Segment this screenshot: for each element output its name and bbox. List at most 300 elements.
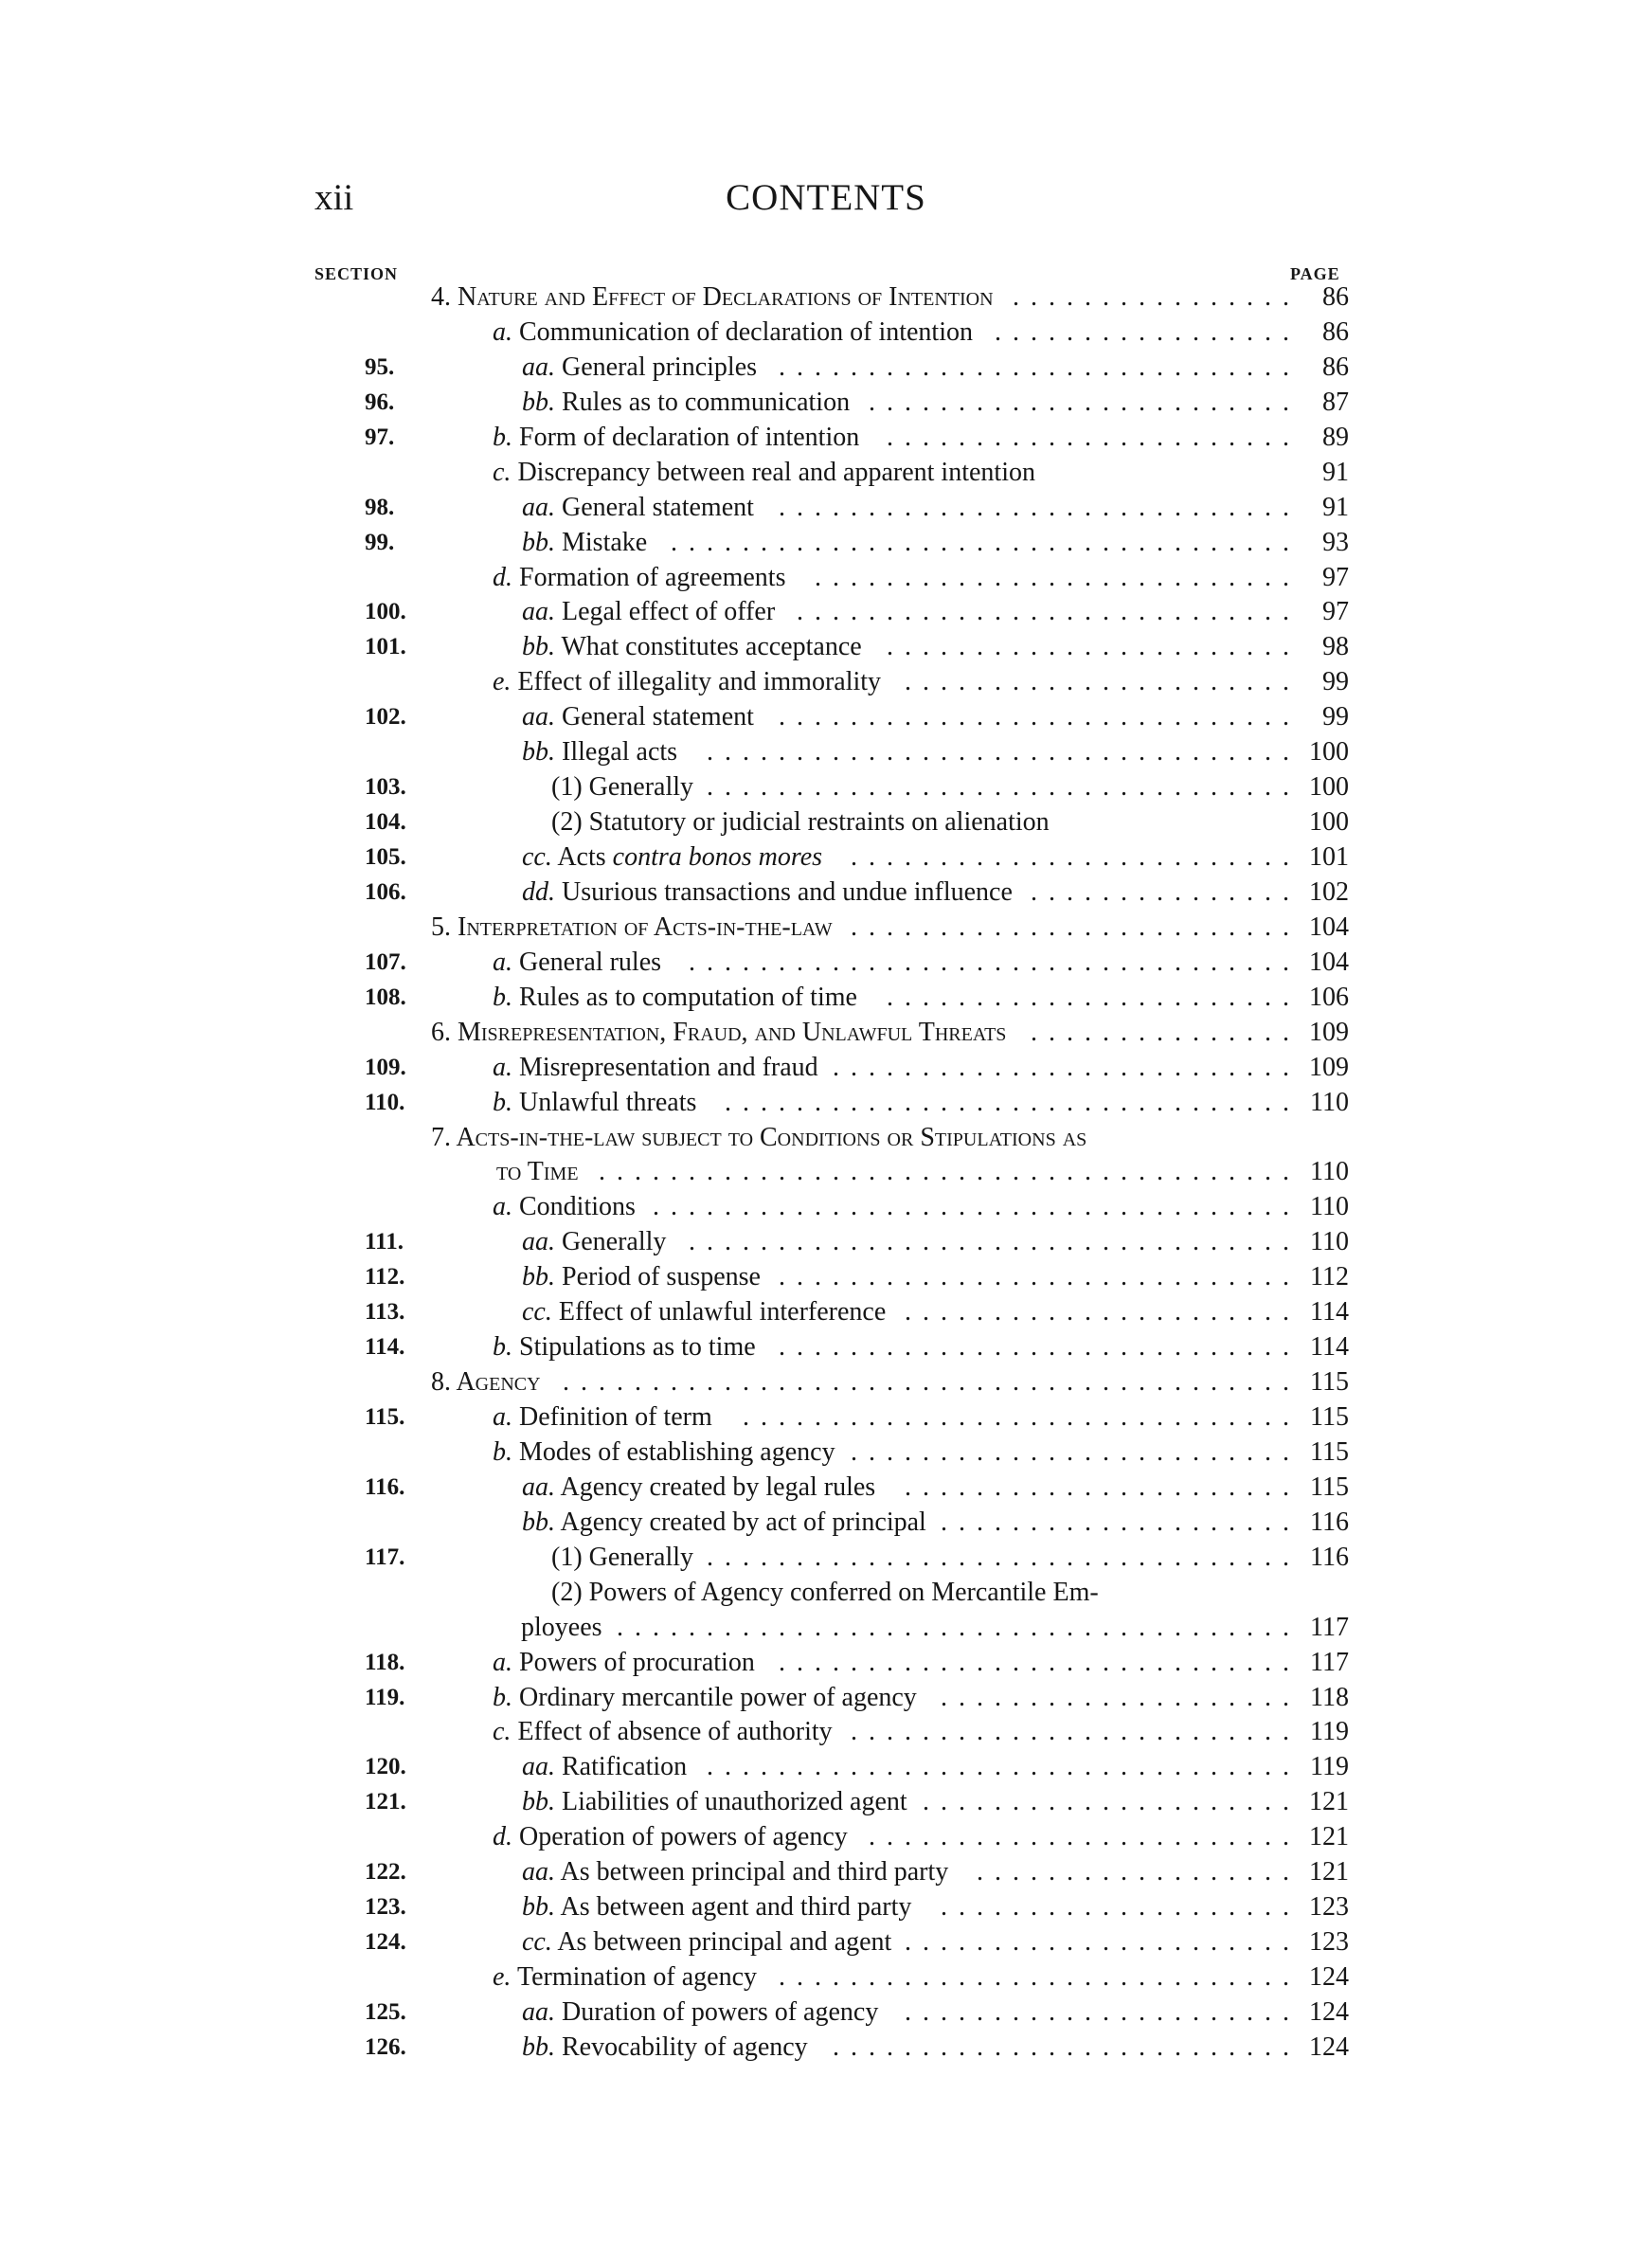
- entry-title: 4. Nature and Effect of Declarations of Intention: [431, 282, 994, 312]
- toc-entry: [493, 946, 661, 981]
- entry-label: aa.: [522, 492, 555, 522]
- section-number: 121.: [365, 1789, 406, 1815]
- leader-dots: .............................: [779, 702, 1301, 732]
- toc-row: [0, 665, 1652, 700]
- section-number: 126.: [365, 2033, 406, 2060]
- entry-label: bb.: [522, 1262, 555, 1292]
- page-number: 118: [1310, 1682, 1349, 1712]
- leader-dots: .........................: [851, 912, 1301, 942]
- page-number: 116: [1310, 1507, 1349, 1537]
- entry-title: 5. Interpretation of Acts-in-the-law: [431, 912, 833, 942]
- entry-title: (1) Generally: [551, 1542, 694, 1572]
- page-number: 109: [1309, 1017, 1349, 1047]
- entry-label: a.: [493, 1402, 512, 1432]
- leader-dots: ..........................: [833, 1052, 1301, 1082]
- entry-label: aa.: [522, 1472, 555, 1502]
- leader-dots: .................................: [707, 737, 1301, 767]
- page-number: 115: [1310, 1472, 1349, 1502]
- toc-row: [0, 1121, 1652, 1156]
- entry-label: a.: [493, 1192, 512, 1222]
- section-number: 98.: [365, 494, 395, 520]
- page-number: 104: [1309, 947, 1349, 977]
- toc-row: [0, 1051, 1652, 1086]
- entry-title: General rules: [519, 947, 662, 977]
- section-number: 97.: [365, 424, 395, 450]
- entry-title: General statement: [562, 702, 754, 732]
- toc-entry: [522, 1855, 948, 1890]
- toc-row: [0, 1471, 1652, 1506]
- toc-row: [0, 770, 1652, 805]
- page-number: 110: [1310, 1192, 1349, 1222]
- page-number: 110: [1310, 1087, 1349, 1117]
- page-number: 98: [1322, 632, 1349, 662]
- page-number: 115: [1310, 1367, 1349, 1398]
- entry-title: Form of declaration of intention: [519, 422, 860, 452]
- entry-title: Modes of establishing agency: [519, 1436, 835, 1467]
- toc-entry: [522, 1506, 926, 1541]
- section-number: 117.: [365, 1544, 405, 1570]
- toc-entry: [493, 1715, 833, 1750]
- toc-entry: [493, 316, 973, 351]
- entry-label: b.: [493, 1332, 512, 1363]
- entry-title: ployees: [521, 1612, 602, 1642]
- entry-label: cc.: [522, 842, 552, 872]
- page-number: 87: [1322, 387, 1349, 417]
- leader-dots: ................................: [725, 1087, 1301, 1117]
- page-number: 100: [1309, 737, 1349, 767]
- entry-label: a.: [493, 1052, 512, 1082]
- toc-entry: [493, 1820, 848, 1855]
- entry-label: b.: [493, 982, 512, 1012]
- leader-dots: ........................: [869, 1822, 1301, 1852]
- leader-dots: .................................: [707, 1752, 1301, 1782]
- section-number: 100.: [365, 599, 406, 625]
- section-number: 108.: [365, 984, 406, 1010]
- entry-label: aa.: [522, 702, 555, 732]
- toc-row: [0, 1750, 1652, 1785]
- toc-entry: [522, 595, 775, 630]
- toc-entry: [493, 1435, 835, 1471]
- toc-row: [0, 1611, 1652, 1646]
- toc-row: [0, 456, 1652, 491]
- leader-dots: .............................: [779, 1962, 1301, 1992]
- toc-row: [0, 1960, 1652, 1995]
- entry-label: bb.: [522, 527, 555, 557]
- entry-label: cc.: [522, 1297, 552, 1327]
- leader-dots: ............................: [797, 597, 1301, 627]
- page-number: 91: [1322, 492, 1349, 522]
- entry-label: a.: [493, 316, 512, 347]
- toc-row: [0, 876, 1652, 911]
- leader-dots: .........................: [851, 1436, 1301, 1467]
- toc-entry: [522, 2031, 808, 2066]
- page-number: 86: [1322, 282, 1349, 312]
- page-number: 124: [1309, 2031, 1349, 2062]
- toc-entry: [521, 1611, 602, 1646]
- entry-label: bb.: [522, 632, 555, 662]
- entry-title: Illegal acts: [562, 737, 678, 767]
- leader-dots: ...............................: [743, 1402, 1301, 1432]
- entry-label: aa.: [522, 1857, 555, 1887]
- toc-row: [0, 981, 1652, 1016]
- leader-dots: .................................: [707, 1542, 1301, 1572]
- entry-label: bb.: [522, 1507, 555, 1537]
- page-number: 121: [1309, 1822, 1349, 1852]
- toc-entry: [493, 456, 1035, 491]
- entry-title: Termination of agency: [516, 1962, 757, 1992]
- entry-label: b.: [493, 1682, 512, 1712]
- toc-entry: [522, 491, 754, 526]
- toc-entry: [493, 1330, 756, 1365]
- toc-row: [0, 1400, 1652, 1435]
- entry-label: aa.: [522, 1227, 555, 1257]
- entry-title: As between agent and third party: [560, 1892, 912, 1923]
- page-number: 100: [1309, 807, 1349, 838]
- section-number: 123.: [365, 1894, 406, 1921]
- entry-label: d.: [493, 562, 512, 592]
- section-number: 120.: [365, 1754, 406, 1780]
- toc-entry: [551, 770, 693, 805]
- page-number: 117: [1310, 1612, 1349, 1642]
- entry-title: Agency created by act of principal: [560, 1507, 926, 1537]
- toc-row: [0, 1715, 1652, 1750]
- page-number: 110: [1310, 1157, 1349, 1187]
- page-number: 97: [1322, 597, 1349, 627]
- toc-entry: [522, 700, 754, 735]
- toc-row: [0, 280, 1652, 316]
- toc-row: [0, 351, 1652, 386]
- entry-label: bb.: [522, 1892, 555, 1923]
- entry-title: 6. Misrepresentation, Fraud, and Unlawful Threats: [431, 1017, 1007, 1047]
- toc-entry: [522, 840, 822, 876]
- page-number: 117: [1310, 1647, 1349, 1677]
- toc-entry: [493, 1051, 818, 1086]
- leader-dots: .........................................: [563, 1367, 1301, 1398]
- section-number: 115.: [365, 1404, 405, 1430]
- toc-entry: [493, 1400, 712, 1435]
- entry-title: Effect of unlawful interference: [558, 1297, 887, 1327]
- entry-title: Effect of illegality and immorality: [517, 667, 882, 697]
- entry-title: to Time: [496, 1157, 579, 1187]
- section-number: 104.: [365, 809, 406, 836]
- page-number: 115: [1310, 1436, 1349, 1467]
- toc-entry: [493, 665, 881, 700]
- section-number: 99.: [365, 529, 395, 555]
- section-number: 109.: [365, 1054, 406, 1080]
- toc-row: [0, 1330, 1652, 1365]
- leader-dots: ..................................: [689, 1227, 1301, 1257]
- entry-title: Liabilities of unauthorized agent: [562, 1787, 907, 1817]
- toc-row: [0, 1435, 1652, 1471]
- entry-title: As between principal and agent: [557, 1927, 892, 1958]
- toc-row: [0, 421, 1652, 456]
- section-number: 119.: [365, 1684, 405, 1710]
- entry-label: c.: [493, 1717, 512, 1747]
- toc-entry: [431, 1121, 1086, 1156]
- leader-dots: ....................: [941, 1507, 1301, 1537]
- entry-label: d.: [493, 1822, 512, 1852]
- entry-title: Rules as to communication: [562, 387, 851, 417]
- toc-row: [0, 1086, 1652, 1121]
- page-number: 104: [1309, 912, 1349, 942]
- entry-title: Rules as to computation of time: [519, 982, 857, 1012]
- entry-title: Agency created by legal rules: [560, 1472, 876, 1502]
- toc-entry: [522, 1260, 761, 1295]
- entry-label: bb.: [522, 387, 555, 417]
- entry-label: b.: [493, 1436, 512, 1467]
- page-number: 123: [1309, 1892, 1349, 1923]
- leader-dots: .......................................: [599, 1157, 1301, 1187]
- entry-label: c.: [493, 457, 512, 487]
- entry-title: Duration of powers of agency: [562, 1996, 879, 2027]
- toc-row: [0, 1155, 1652, 1190]
- toc-entry: [551, 805, 1050, 840]
- leader-dots: .............................: [779, 1647, 1301, 1677]
- entry-label: aa.: [522, 597, 555, 627]
- toc-row: [0, 1190, 1652, 1225]
- page-number: 99: [1322, 702, 1349, 732]
- toc-entry: [493, 561, 785, 596]
- entry-latin-phrase: contra bonos mores: [612, 842, 823, 872]
- entry-title: 7. Acts-in-the-law subject to Conditions or Stipulations as: [431, 1122, 1087, 1152]
- toc-entry: [522, 1890, 911, 1925]
- toc-row: [0, 1016, 1652, 1051]
- leader-dots: .....................: [923, 1787, 1301, 1817]
- toc-row: [0, 1506, 1652, 1541]
- entry-title: Misrepresentation and fraud: [519, 1052, 818, 1082]
- entry-title: Formation of agreements: [519, 562, 786, 592]
- page-number: 102: [1309, 876, 1349, 907]
- toc-row: [0, 2031, 1652, 2066]
- page-number: 86: [1322, 352, 1349, 382]
- page-number: 86: [1322, 316, 1349, 347]
- toc-entry: [522, 1295, 886, 1330]
- toc-entry: [522, 1785, 907, 1820]
- page-number: 100: [1309, 772, 1349, 803]
- page-number: 123: [1309, 1927, 1349, 1958]
- toc-row: [0, 1995, 1652, 2031]
- entry-label: cc.: [522, 1927, 552, 1958]
- leader-dots: .......................: [887, 982, 1301, 1012]
- toc-entry: [431, 911, 833, 946]
- toc-entry: [551, 1541, 693, 1576]
- section-number: 107.: [365, 948, 406, 975]
- section-number: 113.: [365, 1299, 405, 1326]
- entry-label: e.: [493, 667, 512, 697]
- page-number: 119: [1310, 1717, 1349, 1747]
- toc-entry: [522, 1925, 891, 1960]
- toc-entry: [522, 1995, 878, 2031]
- toc-row: [0, 595, 1652, 630]
- leader-dots: .............................: [779, 492, 1301, 522]
- entry-title: Definition of term: [519, 1402, 712, 1432]
- entry-title: Usurious transactions and undue influence: [562, 876, 1013, 907]
- toc-row: [0, 1225, 1652, 1260]
- page-number: 124: [1309, 1996, 1349, 2027]
- toc-entry: [431, 1365, 541, 1400]
- page-column-heading: PAGE: [1290, 264, 1340, 283]
- entry-title: Operation of powers of agency: [519, 1822, 848, 1852]
- page-number: 116: [1310, 1542, 1349, 1572]
- toc-entry: [493, 981, 857, 1016]
- section-number: 124.: [365, 1929, 406, 1956]
- section-number: 112.: [365, 1264, 405, 1291]
- entry-title: Period of suspense: [562, 1262, 761, 1292]
- toc-entry: [522, 630, 862, 665]
- leader-dots: ......................: [905, 1472, 1301, 1502]
- leader-dots: ..........................: [833, 2031, 1301, 2062]
- entry-title: 8. Agency: [431, 1367, 541, 1398]
- page-number: 97: [1322, 562, 1349, 592]
- toc-entry: [431, 1016, 1006, 1051]
- page-number: 114: [1310, 1297, 1349, 1327]
- toc-entry: [431, 280, 994, 316]
- leader-dots: ...................................: [671, 527, 1301, 557]
- toc-row: [0, 735, 1652, 770]
- page-title: CONTENTS: [726, 177, 926, 218]
- entry-label: bb.: [522, 737, 555, 767]
- contents-list: [0, 280, 1652, 2066]
- leader-dots: .............................: [779, 1332, 1301, 1363]
- toc-entry: [522, 351, 757, 386]
- section-number: 114.: [365, 1334, 405, 1361]
- section-number: 118.: [365, 1649, 405, 1675]
- leader-dots: .............................: [779, 352, 1301, 382]
- toc-row: [0, 805, 1652, 840]
- section-number: 106.: [365, 878, 406, 905]
- entry-title: Mistake: [562, 527, 648, 557]
- entry-title: Ratification: [562, 1752, 688, 1782]
- toc-row: [0, 1646, 1652, 1681]
- toc-row: [0, 561, 1652, 596]
- toc-entry: [551, 1576, 1099, 1611]
- toc-entry: [522, 1225, 666, 1260]
- toc-entry: [493, 1960, 757, 1995]
- page-number: 121: [1309, 1857, 1349, 1887]
- entry-title: As between principal and third party: [560, 1857, 949, 1887]
- page-number: 99: [1322, 667, 1349, 697]
- leader-dots: ................: [1013, 282, 1301, 312]
- toc-row: [0, 526, 1652, 561]
- leader-dots: .................: [995, 316, 1301, 347]
- toc-entry: [493, 1086, 696, 1121]
- leader-dots: ...............: [1031, 876, 1301, 907]
- leader-dots: ..................: [977, 1857, 1301, 1887]
- entry-title: Revocability of agency: [562, 2031, 808, 2062]
- toc-row: [0, 491, 1652, 526]
- section-number: 105.: [365, 844, 406, 870]
- entry-label: e.: [493, 1962, 512, 1992]
- leader-dots: ......................: [905, 1927, 1301, 1958]
- section-number: 110.: [365, 1089, 405, 1115]
- toc-entry: [493, 1190, 636, 1225]
- section-number: 125.: [365, 1998, 406, 2025]
- entry-label: dd.: [522, 876, 555, 907]
- page-number: 101: [1309, 842, 1349, 872]
- toc-entry: [522, 735, 677, 770]
- entry-title: Stipulations as to time: [519, 1332, 756, 1363]
- entry-title: Acts: [557, 842, 606, 872]
- toc-row: [0, 1681, 1652, 1716]
- entry-label: aa.: [522, 1752, 555, 1782]
- entry-title: Discrepancy between real and apparent intention: [517, 457, 1035, 487]
- section-number: 95.: [365, 353, 395, 380]
- entry-title: General principles: [562, 352, 758, 382]
- toc-entry: [522, 1471, 875, 1506]
- toc-entry: [493, 421, 859, 456]
- leader-dots: ......................: [905, 667, 1301, 697]
- leader-dots: ......................: [905, 1996, 1301, 2027]
- toc-row: [0, 700, 1652, 735]
- entry-label: b.: [493, 1087, 512, 1117]
- toc-entry: [522, 876, 1013, 911]
- section-column-heading: SECTION: [314, 264, 399, 283]
- page-number: 109: [1309, 1052, 1349, 1082]
- entry-title: General statement: [562, 492, 754, 522]
- leader-dots: ..................................: [689, 947, 1301, 977]
- toc-entry: [493, 1681, 917, 1716]
- entry-title: (2) Powers of Agency conferred on Mercantile Em-: [551, 1577, 1099, 1607]
- entry-title: Generally: [562, 1227, 667, 1257]
- section-number: 116.: [365, 1473, 405, 1500]
- toc-row: [0, 840, 1652, 876]
- toc-row: [0, 1541, 1652, 1576]
- toc-row: [0, 316, 1652, 351]
- leader-dots: ...............: [1031, 1017, 1301, 1047]
- page-number: 121: [1309, 1787, 1349, 1817]
- section-number: 122.: [365, 1859, 406, 1886]
- leader-dots: ......................................: [617, 1612, 1301, 1642]
- entry-label: bb.: [522, 1787, 555, 1817]
- leader-dots: ........................: [869, 387, 1301, 417]
- toc-row: [0, 1890, 1652, 1925]
- toc-row: [0, 1820, 1652, 1855]
- entry-title: Conditions: [519, 1192, 636, 1222]
- page-number: 91: [1322, 457, 1349, 487]
- leader-dots: ......................: [905, 1297, 1301, 1327]
- page-number: 115: [1310, 1402, 1349, 1432]
- leader-dots: .........................: [851, 1717, 1301, 1747]
- leader-dots: .......................: [887, 422, 1301, 452]
- leader-dots: .............................: [779, 1262, 1301, 1292]
- entry-label: a.: [493, 1647, 512, 1677]
- toc-entry: [522, 526, 647, 561]
- entry-title: Ordinary mercantile power of agency: [519, 1682, 917, 1712]
- leader-dots: ....................: [941, 1892, 1301, 1923]
- leader-dots: ....................................: [653, 1192, 1301, 1222]
- toc-row: [0, 1576, 1652, 1611]
- page-number: 89: [1322, 422, 1349, 452]
- toc-row: [0, 1260, 1652, 1295]
- toc-row: [0, 911, 1652, 946]
- leader-dots: .................................: [707, 772, 1301, 803]
- toc-row: [0, 1365, 1652, 1400]
- leader-dots: .......................: [887, 632, 1301, 662]
- toc-row: [0, 630, 1652, 665]
- toc-row: [0, 386, 1652, 421]
- entry-title: Legal effect of offer: [562, 597, 776, 627]
- entry-label: aa.: [522, 352, 555, 382]
- entry-title: Communication of declaration of intention: [519, 316, 973, 347]
- toc-entry: [522, 386, 850, 421]
- entry-title: (1) Generally: [551, 772, 694, 803]
- leader-dots: ...........................: [815, 562, 1301, 592]
- leader-dots: ....................: [941, 1682, 1301, 1712]
- entry-title: Powers of procuration: [519, 1647, 755, 1677]
- page-number: 110: [1310, 1227, 1349, 1257]
- section-number: 103.: [365, 774, 406, 801]
- toc-entry: [522, 1750, 687, 1785]
